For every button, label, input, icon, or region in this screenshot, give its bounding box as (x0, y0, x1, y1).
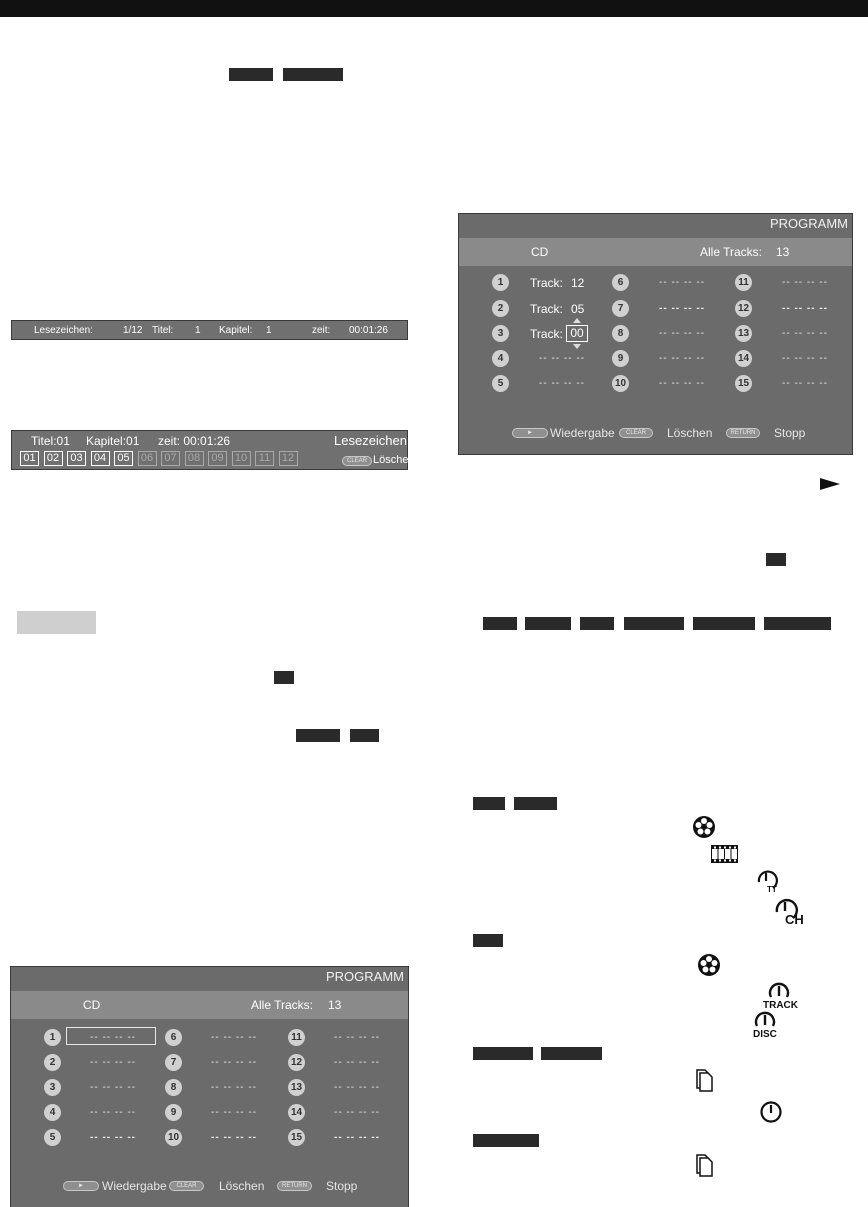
play-icon (820, 478, 840, 490)
bookmark-number[interactable]: 02 (44, 451, 63, 466)
program-slot[interactable]: -- -- -- -- (90, 1057, 136, 1068)
disc-tag (693, 617, 755, 630)
disc-tag (764, 617, 831, 630)
program-slot[interactable]: -- -- -- -- (782, 328, 828, 339)
disc-tag (766, 553, 786, 566)
film-strip-icon (711, 845, 738, 863)
slot-number-icon: 1 (492, 274, 509, 291)
bookmark-number[interactable]: 08 (185, 451, 204, 466)
clear-button[interactable]: CLEAR (619, 428, 653, 438)
disc-tag (473, 934, 503, 947)
slot-number-icon: 2 (492, 300, 509, 317)
disc-tag (473, 1047, 533, 1060)
disc-tag (624, 617, 684, 630)
disc-tag (580, 617, 614, 630)
program-slot[interactable]: -- -- -- -- (782, 277, 828, 288)
chapter-label: Kapitel: (219, 325, 253, 336)
slot-number-icon: 12 (288, 1054, 305, 1071)
play-label: Wiedergabe (550, 426, 615, 440)
disc-tag (525, 617, 571, 630)
slot-number-icon: 5 (44, 1129, 61, 1146)
bookmark-number[interactable]: 12 (279, 451, 298, 466)
return-button[interactable]: RETURN (726, 428, 760, 438)
clear-button[interactable]: CLEAR (169, 1181, 204, 1191)
all-tracks-value: 13 (328, 998, 342, 1012)
slot-number-icon: 11 (735, 274, 752, 291)
bookmark-menu-chapter-info: Kapitel:01 (86, 434, 140, 448)
disc-tag (483, 617, 517, 630)
disc-icon-text: DISC (753, 1029, 777, 1039)
disc-tag (283, 68, 343, 81)
chapter-time-icon (773, 896, 807, 926)
increment-arrow-icon[interactable] (573, 318, 581, 323)
program-slot[interactable]: -- -- -- -- (211, 1032, 257, 1043)
pages-icon (695, 1153, 717, 1179)
slot-number-icon: 2 (44, 1054, 61, 1071)
film-reel-icon (697, 953, 721, 977)
slot-number-icon: 8 (612, 325, 629, 342)
program-slot[interactable]: -- -- -- -- (90, 1132, 136, 1143)
clear-label: Löschen (373, 454, 415, 466)
program-slot[interactable]: -- -- -- -- (782, 378, 828, 389)
disc-tag (296, 729, 340, 742)
disc-tag (350, 729, 379, 742)
slot-number-icon: 14 (288, 1104, 305, 1121)
play-label: Wiedergabe (102, 1179, 167, 1193)
program-screen-filled (458, 213, 853, 455)
disc-tag (514, 797, 557, 810)
track-value: 12 (571, 276, 585, 290)
program-slot[interactable]: -- -- -- -- (211, 1082, 257, 1093)
bookmark-value: 1/12 (123, 325, 143, 336)
bookmark-number[interactable]: 05 (114, 451, 133, 466)
disc-tag (473, 797, 505, 810)
track-value: 05 (571, 302, 585, 316)
slot-number-icon: 10 (612, 375, 629, 392)
bookmark-number[interactable]: 07 (161, 451, 180, 466)
program-slot[interactable]: -- -- -- -- (782, 353, 828, 364)
slot-number-icon: 3 (492, 325, 509, 342)
slot-number-icon: 14 (735, 350, 752, 367)
slot-number-icon: 8 (165, 1079, 182, 1096)
clear-button[interactable]: CLEAR (342, 456, 372, 466)
slot-number-icon: 7 (612, 300, 629, 317)
program-slot[interactable]: -- -- -- -- (539, 353, 585, 364)
time-value: 00:01:26 (349, 325, 388, 336)
bookmark-menu-time-info: zeit: 00:01:26 (158, 434, 231, 448)
slot-number-icon: 9 (612, 350, 629, 367)
slot-number-icon: 6 (612, 274, 629, 291)
program-header (459, 238, 852, 266)
note-tab (17, 611, 96, 634)
all-tracks-label: Alle Tracks: (251, 998, 314, 1012)
slot-number-icon: 5 (492, 375, 509, 392)
return-label: Stopp (326, 1179, 358, 1193)
all-tracks-value: 13 (776, 245, 790, 259)
slot-number-icon: 10 (165, 1129, 182, 1146)
source-label: CD (83, 998, 101, 1012)
slot-number-icon: 15 (735, 375, 752, 392)
track-label: Track: (530, 327, 563, 341)
program-slot[interactable]: -- -- -- -- (334, 1057, 380, 1068)
track-label: Track: (530, 302, 563, 316)
slot-number-icon: 3 (44, 1079, 61, 1096)
bookmark-number[interactable]: 01 (20, 451, 39, 466)
bookmark-number[interactable]: 11 (255, 451, 274, 466)
bookmark-number[interactable]: 06 (138, 451, 157, 466)
pages-icon (695, 1068, 717, 1094)
program-slot[interactable]: -- -- -- -- (90, 1032, 136, 1043)
bookmark-menu-heading: Lesezeichen (334, 433, 407, 448)
slot-number-icon: 13 (735, 325, 752, 342)
program-title: PROGRAMM (770, 216, 848, 231)
disc-tag (541, 1047, 602, 1060)
program-slot[interactable]: -- -- -- -- (334, 1132, 380, 1143)
return-label: Stopp (774, 426, 806, 440)
track-icon-text: TRACK (763, 1000, 798, 1010)
track-value-input[interactable]: 00 (566, 325, 588, 342)
slot-number-icon: 4 (492, 350, 509, 367)
slot-number-icon: 9 (165, 1104, 182, 1121)
clear-label: Löschen (667, 426, 713, 440)
program-slot[interactable]: -- -- -- -- (659, 303, 705, 314)
slot-number-icon: 13 (288, 1079, 305, 1096)
play-button[interactable]: ► (63, 1181, 99, 1191)
bookmark-number[interactable]: 03 (67, 451, 86, 466)
chapter-value: 1 (266, 325, 272, 336)
program-slot[interactable]: -- -- -- -- (659, 378, 705, 389)
header-bar (0, 0, 868, 17)
bookmark-menu (11, 430, 415, 470)
program-slot[interactable]: -- -- -- -- (90, 1107, 136, 1118)
program-slot[interactable]: -- -- -- -- (659, 353, 705, 364)
program-slot[interactable]: -- -- -- -- (211, 1132, 257, 1143)
disc-tag (274, 671, 294, 684)
clock-icon (759, 1100, 783, 1124)
program-slot[interactable]: -- -- -- -- (539, 378, 585, 389)
program-slot[interactable]: -- -- -- -- (90, 1082, 136, 1093)
tt-icon-text: TT (767, 885, 777, 894)
track-time-icon (761, 982, 801, 1010)
play-button[interactable]: ► (512, 428, 548, 438)
program-slot[interactable]: -- -- -- -- (334, 1082, 380, 1093)
slot-number-icon: 15 (288, 1129, 305, 1146)
ch-icon-text: CH (785, 912, 804, 926)
slot-number-icon: 11 (288, 1029, 305, 1046)
program-slot[interactable]: -- -- -- -- (211, 1107, 257, 1118)
clear-label: Löschen (219, 1179, 265, 1193)
slot-number-icon: 6 (165, 1029, 182, 1046)
title-time-icon (755, 868, 781, 894)
disc-time-icon (751, 1011, 785, 1039)
program-slot[interactable]: -- -- -- -- (659, 328, 705, 339)
source-label: CD (531, 245, 549, 259)
program-screen-empty (10, 966, 409, 1207)
bookmark-number[interactable]: 10 (232, 451, 251, 466)
program-slot[interactable]: -- -- -- -- (334, 1107, 380, 1118)
bookmark-label: Lesezeichen: (34, 325, 93, 336)
bookmark-menu-title-info: Titel:01 (31, 434, 70, 448)
film-reel-icon (692, 815, 716, 839)
disc-tag (473, 1134, 539, 1147)
program-slot[interactable]: -- -- -- -- (334, 1032, 380, 1043)
program-slot[interactable]: -- -- -- -- (659, 277, 705, 288)
track-label: Track: (530, 276, 563, 290)
slot-number-icon: 1 (44, 1029, 61, 1046)
title-label: Titel: (152, 325, 174, 336)
decrement-arrow-icon[interactable] (573, 344, 581, 349)
slot-number-icon: 12 (735, 300, 752, 317)
slot-number-icon: 4 (44, 1104, 61, 1121)
program-title: PROGRAMM (326, 969, 404, 984)
program-header (11, 991, 408, 1019)
program-slot[interactable]: -- -- -- -- (211, 1057, 257, 1068)
slot-number-icon: 7 (165, 1054, 182, 1071)
bookmark-number[interactable]: 09 (208, 451, 227, 466)
all-tracks-label: Alle Tracks: (700, 245, 763, 259)
disc-tag (229, 68, 273, 81)
bookmark-number[interactable]: 04 (91, 451, 110, 466)
return-button[interactable]: RETURN (277, 1181, 312, 1191)
title-value: 1 (195, 325, 201, 336)
bookmark-status-bar (11, 320, 408, 340)
program-slot[interactable]: -- -- -- -- (782, 303, 828, 314)
time-label: zeit: (312, 325, 331, 336)
